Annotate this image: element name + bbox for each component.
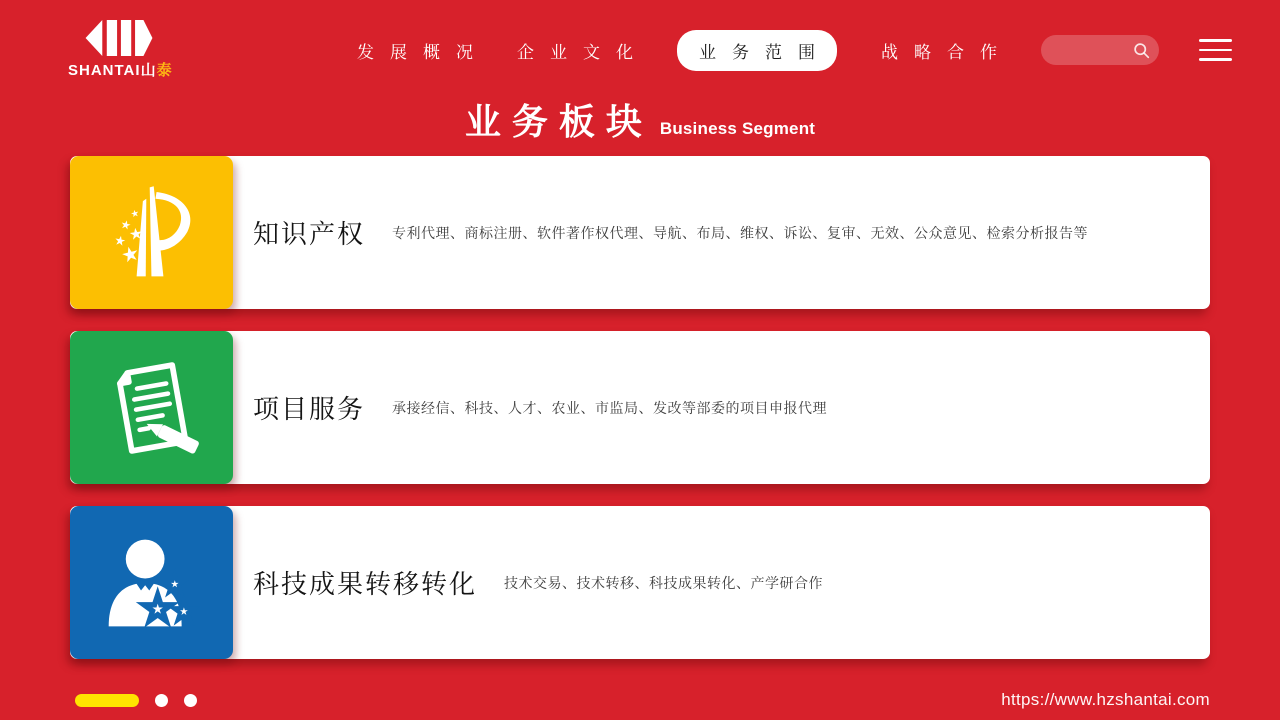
card-icon-tile xyxy=(70,156,233,309)
brand-name-cn-accent: 泰 xyxy=(156,62,173,79)
nav-item-business-scope-label: 业务范围 xyxy=(699,42,831,62)
page-subtitle: Business Segment xyxy=(659,119,816,138)
section-title xyxy=(0,94,1280,145)
brand-name-en: SHANTAI xyxy=(68,62,141,79)
brand-name xyxy=(68,59,173,80)
card-description: 承接经信、科技、人才、农业、市监局、发改等部委的项目申报代理 xyxy=(392,399,828,416)
page-footer xyxy=(0,690,1280,710)
page-title: 业务板块 xyxy=(464,101,653,142)
main-nav xyxy=(357,30,1013,71)
pagination-dot[interactable] xyxy=(155,694,168,707)
nav-item-development-overview[interactable]: 发展概况 xyxy=(357,42,489,62)
hamburger-menu-button[interactable] xyxy=(1199,32,1232,68)
business-cards xyxy=(70,156,1210,659)
search-input[interactable] xyxy=(1053,43,1133,58)
card-tech-transfer[interactable] xyxy=(70,506,1210,659)
hamburger-menu-icon xyxy=(1199,39,1232,61)
person-stars-icon xyxy=(95,526,209,640)
card-project-services[interactable] xyxy=(70,331,1210,484)
site-header xyxy=(0,0,1280,100)
nav-item-corporate-culture[interactable]: 企业文化 xyxy=(517,42,649,62)
pagination-dot[interactable] xyxy=(184,694,197,707)
card-icon-tile xyxy=(70,331,233,484)
site-url: https://www.hzshantai.com xyxy=(1001,690,1210,709)
nav-item-business-scope[interactable] xyxy=(677,30,837,71)
brand-logo[interactable] xyxy=(68,20,173,80)
brand-name-cn: 山 xyxy=(140,62,157,79)
search-icon[interactable] xyxy=(1133,42,1150,59)
card-title: 知识产权 xyxy=(253,219,366,249)
card-title: 科技成果转移转化 xyxy=(253,569,478,599)
search-box[interactable] xyxy=(1041,35,1159,65)
card-intellectual-property[interactable] xyxy=(70,156,1210,309)
card-icon-tile xyxy=(70,506,233,659)
shantai-logo-icon xyxy=(68,20,170,56)
card-title: 项目服务 xyxy=(253,394,366,424)
card-description: 技术交易、技术转移、科技成果转化、产学研合作 xyxy=(504,574,824,591)
intellectual-property-icon xyxy=(95,176,209,290)
pagination-indicator-active[interactable] xyxy=(75,694,139,707)
card-description: 专利代理、商标注册、软件著作权代理、导航、布局、维权、诉讼、复审、无效、公众意见、检索分析报告等 xyxy=(392,224,1089,241)
document-pen-icon xyxy=(95,351,209,465)
carousel-pagination xyxy=(75,694,197,707)
nav-item-strategic-cooperation[interactable]: 战略合作 xyxy=(881,42,1013,62)
